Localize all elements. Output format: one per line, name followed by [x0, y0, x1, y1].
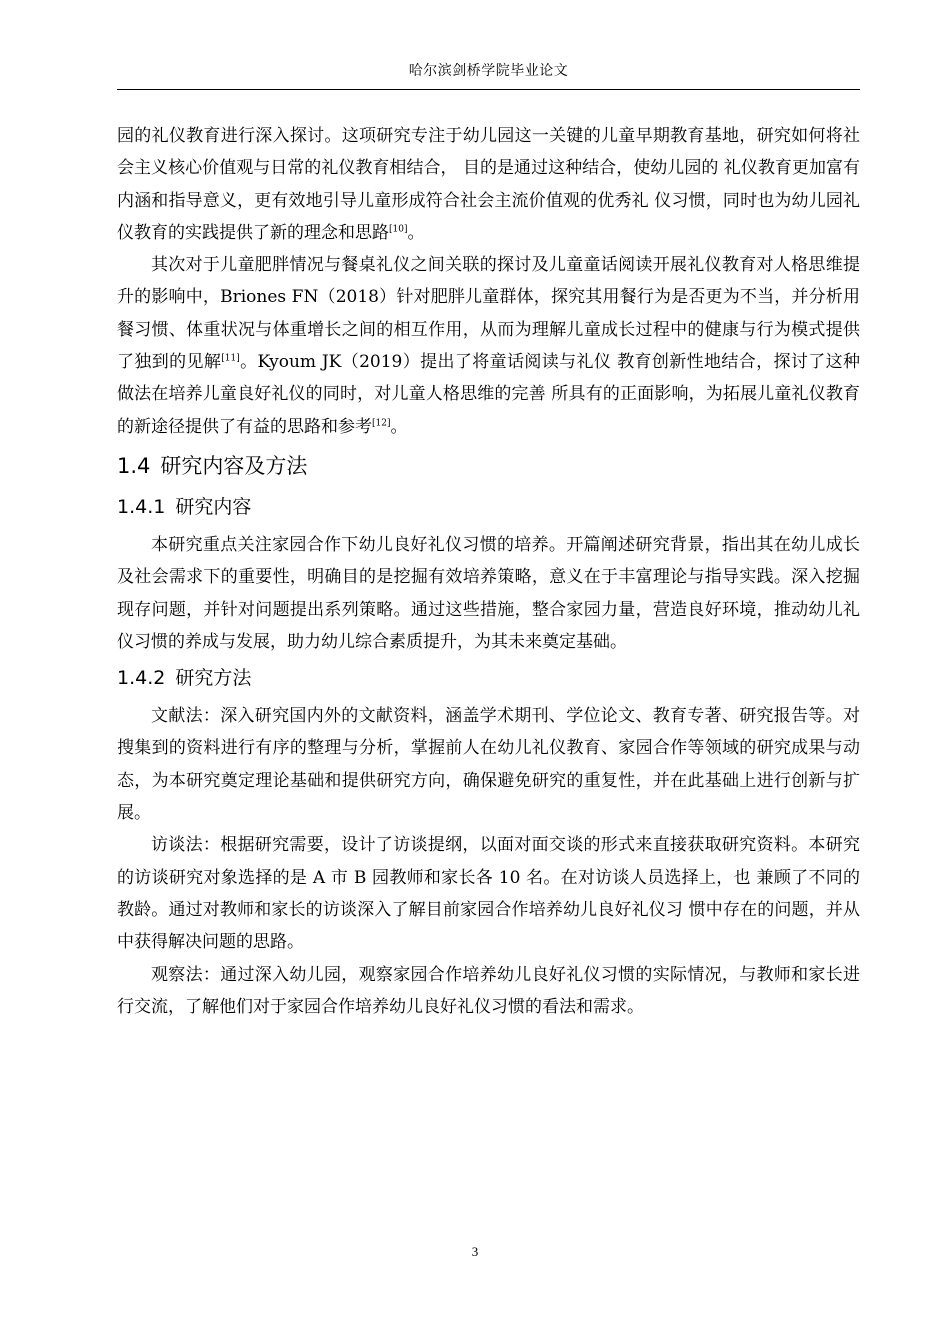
subsection-number: 1.4.1 — [117, 495, 166, 518]
subsection-heading-1-4-1 — [117, 491, 860, 523]
subsection-heading-1-4-2 — [117, 662, 860, 694]
paragraph-literature-method: 文献法：深入研究国内外的文献资料，涵盖学术期刊、学位论文、教育专著、研究报告等。对搜集到的资料进行有序的整理与分析，掌握前人在幼儿礼仪教育、家园合作等领域的研究成果与动态，为本研究奠定理论基础和提供研究方向，确保避免研究的重复性，并在此基础上进行创新与扩展。 — [117, 706, 860, 824]
header-rule — [117, 89, 860, 90]
running-header: 哈尔滨剑桥学院毕业论文 — [408, 63, 569, 79]
page-body — [117, 120, 860, 1023]
section-heading-1-4 — [117, 449, 860, 483]
section-number: 1.4 — [117, 453, 151, 478]
subsection-number: 1.4.2 — [117, 667, 166, 690]
paragraph-research-content: 本研究重点关注家园合作下幼儿良好礼仪习惯的培养。开篇阐述研究背景，指出其在幼儿成长及社会需求下的重要性，明确目的是挖掘有效培养策略，意义在于丰富理论与指导实践。深入挖掘现存问题，并针对问题提出系列策略。通过这些措施，整合家园力量，营造良好环境，推动幼儿礼仪习惯的养成与发展，助力幼儿综合素质提升，为其未来奠定基础。 — [117, 534, 860, 652]
paragraph-continued — [117, 120, 860, 249]
section-title: 研究内容及方法 — [160, 453, 308, 478]
subsection-title: 研究内容 — [175, 495, 252, 518]
paragraph-related-studies — [117, 249, 860, 443]
citation-12: [12] — [372, 418, 391, 429]
citation-10: [10] — [389, 224, 408, 235]
page-number: 3 — [471, 1244, 479, 1259]
paragraph-observation-method: 观察法：通过深入幼儿园，观察家园合作培养幼儿良好礼仪习惯的实际情况，与教师和家长进行交流，了解他们对于家园合作培养幼儿良好礼仪习惯的看法和需求。 — [117, 964, 860, 1017]
paragraph-text-a: 其次对于儿童肥胖情况与餐桌礼仪之间关联的探讨及儿童童话阅读开展礼仪教育对人格思维提升的影响中，Briones FN（2018）针对肥胖儿童群体，探究其用餐行为是否更为不当，并分析用餐习惯、体重状况与体重增长之间的相互作用，从而为理解儿童成长过程中的健康与行为模式提供了独到的见解 — [117, 255, 860, 373]
paragraph-text-b: 。Kyoum JK（2019）提出了将童话阅读与礼仪 教育创新性地结合，探讨了这种做法在培养儿童良好礼仪的同时，对儿童人格思维的完善 所具有的正面影响，为拓展儿童礼仪教育的新途径提供了有益的思路和参考 — [117, 352, 861, 437]
citation-11: [11] — [221, 353, 240, 364]
paragraph-interview-method: 访谈法：根据研究需要，设计了访谈提纲，以面对面交谈的形式来直接获取研究资料。本研究的访谈研究对象选择的是 A 市 B 园教师和家长各 10 名。在对访谈人员选择上，也 兼顾了不同的教龄。通过对教师和家长的访谈深入了解目前家园合作培养幼儿良好礼仪习 惯中存在的问题，并从中获得解决问题的思路。 — [117, 835, 860, 953]
paragraph-tail: 。 — [407, 222, 425, 243]
paragraph-tail: 。 — [390, 416, 408, 437]
paragraph-text: 园的礼仪教育进行深入探讨。这项研究专注于幼儿园这一关键的儿童早期教育基地，研究如何将社会主义核心价值观与日常的礼仪教育相结合， 目的是通过这种结合，使幼儿园的 礼仪教育更加富有内涵和指导意义，更有效地引导儿童形成符合社会主流价值观的优秀礼 仪习惯，同时也为幼儿园礼仪教育的实践提供了新的理念和思路 — [117, 126, 860, 243]
subsection-title: 研究方法 — [175, 667, 252, 690]
